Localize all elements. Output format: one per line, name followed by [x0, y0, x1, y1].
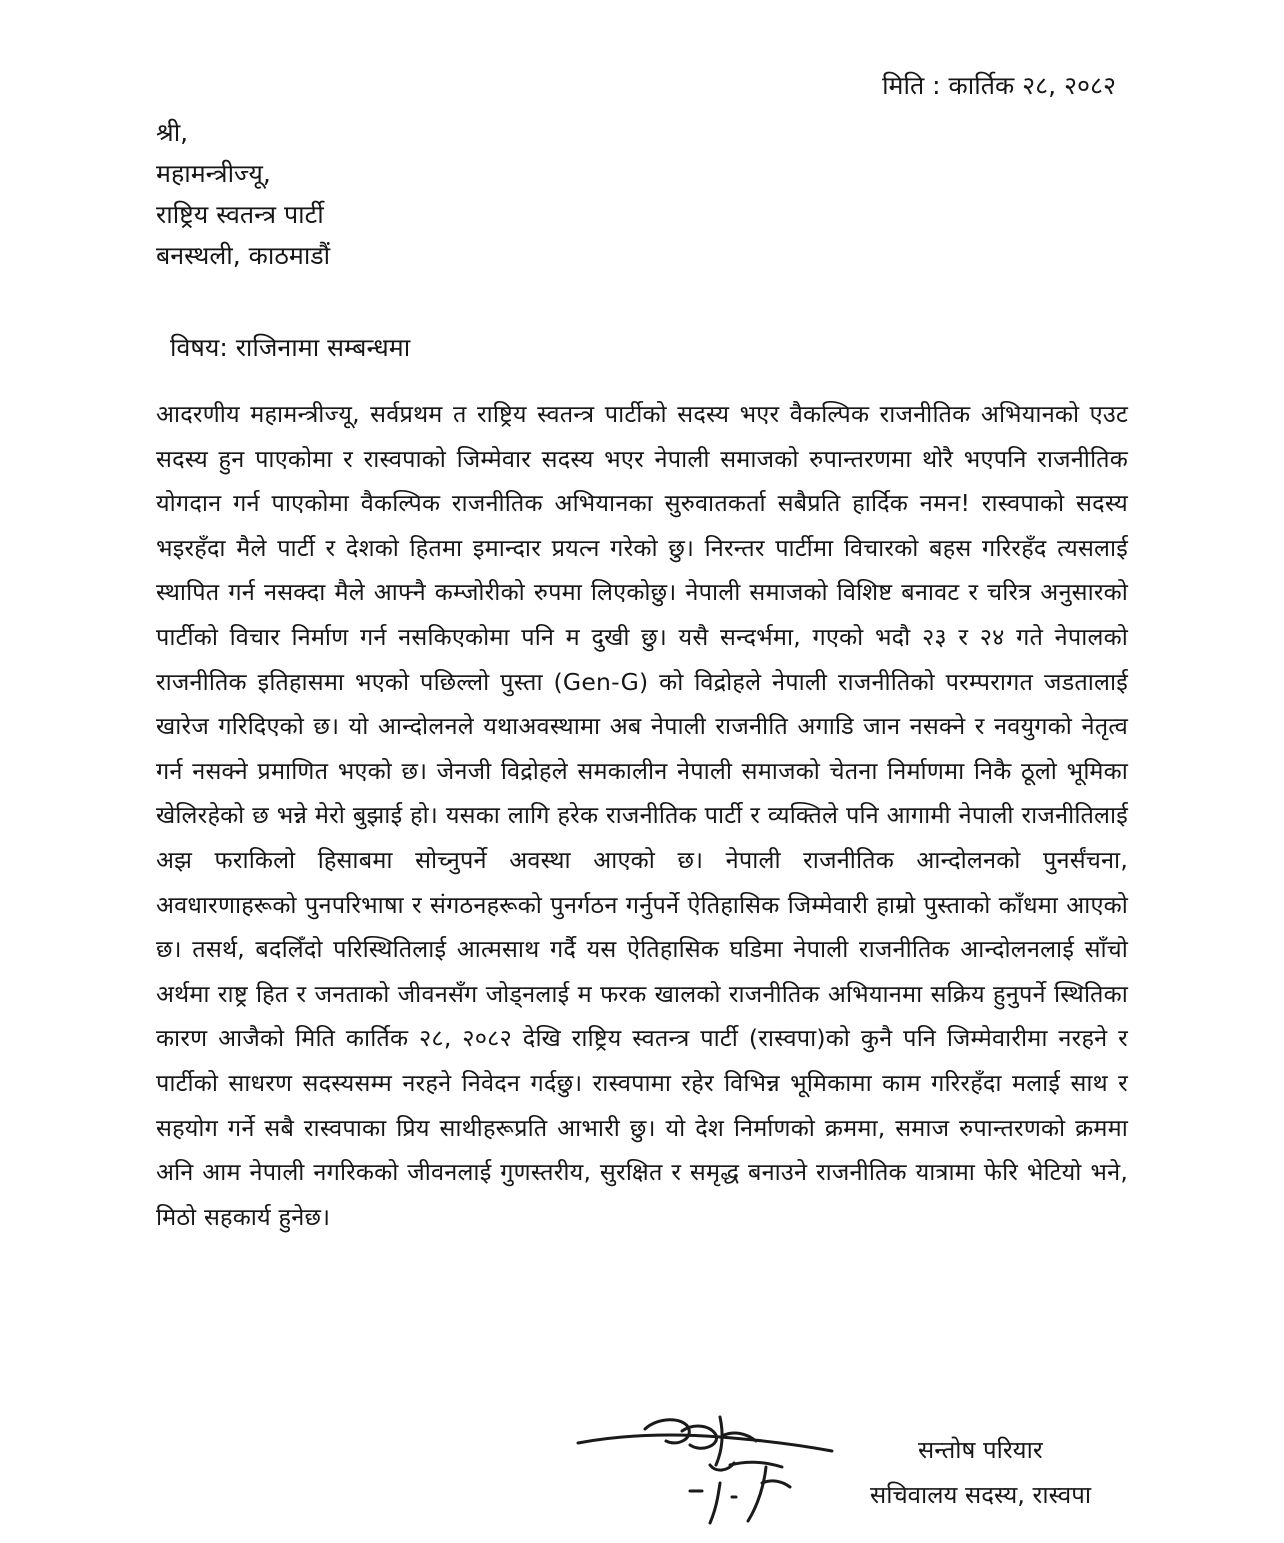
letter-subject: विषय: राजिनामा सम्बन्धमा	[170, 333, 411, 362]
recipient-salutation: श्री,	[156, 118, 189, 147]
letter-date: मिति : कार्तिक २८, २०८२	[882, 71, 1116, 100]
recipient-address: बनस्थली, काठमाडौं	[156, 241, 331, 270]
sender-name: सन्तोष परियार	[918, 1436, 1043, 1464]
recipient-organization: राष्ट्रिय स्वतन्त्र पार्टी	[156, 200, 324, 229]
letter-body: आदरणीय महामन्त्रीज्यू, सर्वप्रथम त राष्ट्रिय स्वतन्त्र पार्टीको सदस्य भएर वैकल्पिक राजनीतिक अभियानको एउट सदस्य हुन पाएकोमा र रास्वपाको जिम्मेवार सदस्य भएर नेपाली समाजको रुपान्तरणमा थोरै भएपनि राजनीतिक योगदान गर्न पाएकोमा वैकल्पिक राजनीतिक अभियानका सुरुवातकर्ता सबैप्रति हार्दिक नमन! रास्वपाको सदस्य भइरहँदा मैले पार्टी र देशको हितमा इमान्दार प्रयत्न गरेको छु। निरन्तर पार्टीमा विचारको बहस गरिरहँद त्यसलाई स्थापित गर्न नसक्दा मैले आफ्नै कम्जोरीको रुपमा लिएकोछु। नेपाली समाजको विशिष्ट बनावट र चरित्र अनुसारको पार्टीको विचार निर्माण गर्न नसकिएकोमा पनि म दुखी छु। यसै सन्दर्भमा, गएको भदौ २३ र २४ गते नेपालको राजनीतिक इतिहासमा भएको पछिल्लो पुस्ता (Gen-G) को विद्रोहले नेपाली राजनीतिको परम्परागत जडतालाई खारेज गरिदिएको छ। यो आन्दोलनले यथाअवस्थामा अब नेपाली राजनीति अगाडि जान नसक्ने र नवयुगको नेतृत्व गर्न नसक्ने प्रमाणित भएको छ। जेनजी विद्रोहले समकालीन नेपाली समाजको चेतना निर्माणमा निकै ठूलो भूमिका खेलिरहेको छ भन्ने मेरो बुझाई हो। यसका लागि हरेक राजनीतिक पार्टी र व्यक्तिले पनि आगामी नेपाली राजनीतिलाई अझ फराकिलो हिसाबमा सोच्नुपर्ने अवस्था आएको छ। नेपाली राजनीतिक आन्दोलनको पुनर्संचना, अवधारणाहरूको पुनपरिभाषा र संगठनहरूको पुनर्गठन गर्नुपर्ने ऐतिहासिक जिम्मेवारी हाम्रो पुस्ताको काँधमा आएको छ। तसर्थ, बदलिँदो परिस्थितिलाई आत्मसाथ गर्दै यस ऐतिहासिक घडिमा नेपाली राजनीतिक आन्दोलनलाई साँचो अर्थमा राष्ट्र हित र जनताको जीवनसँग जोड्नलाई म फरक खालको राजनीतिक अभियानमा सक्रिय हुनुपर्ने स्थितिका कारण आजैको मिति कार्तिक २८, २०८२ देखि राष्ट्रिय स्वतन्त्र पार्टी (रास्वपा)को कुनै पनि जिम्मेवारीमा नरहने र पार्टीको साधरण सदस्यसम्म नरहने निवेदन गर्दछु। रास्वपामा रहेर विभिन्न भूमिकामा काम गरिरहँदा मलाई साथ र सहयोग गर्ने सबै रास्वपाका प्रिय साथीहरूप्रति आभारी छु। यो देश निर्माणको क्रममा, समाज रुपान्तरणको क्रममा अनि आम नेपाली नगरिकको जीवनलाई गुणस्तरीय, सुरक्षित र समृद्ध बनाउने राजनीतिक यात्रामा फेरि भेटियो भने, मिठो सहकार्य हुनेछ।	[156, 400, 1128, 1231]
recipient-address-block	[156, 112, 330, 276]
recipient-title: महामन्त्रीज्यू,	[156, 159, 271, 188]
sender-block	[870, 1428, 1091, 1518]
handwritten-signature	[570, 1405, 850, 1535]
sender-title: सचिवालय सदस्य, रास्वपा	[870, 1481, 1092, 1509]
